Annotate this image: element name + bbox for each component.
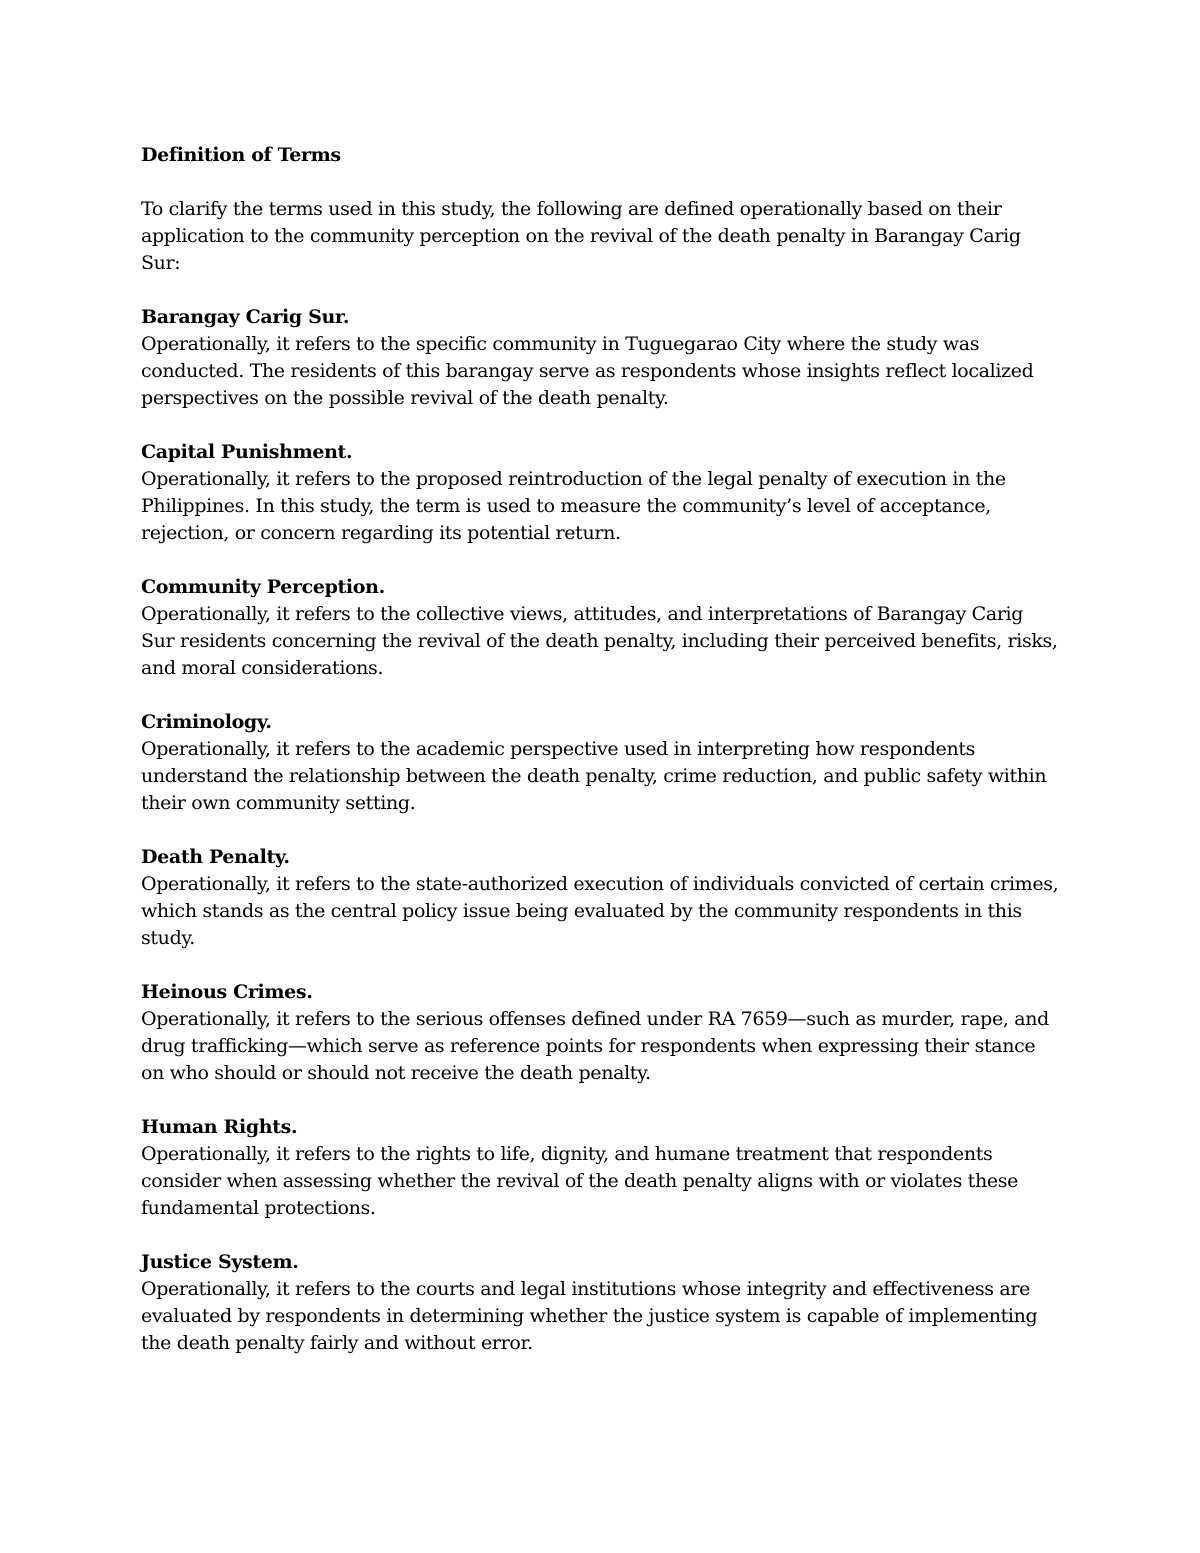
term-title: Capital Punishment. — [141, 441, 353, 463]
term-definition: Operationally, it refers to the state-authorized execution of individuals convicted of certain crimes, which stands as the central policy issue being evaluated by the community respondents in this study. — [141, 873, 1059, 949]
term-definition: Operationally, it refers to the rights to life, dignity, and humane treatment that respondents consider when assessing whether the revival of the death penalty aligns with or violates these fundamental protections. — [141, 1143, 1019, 1219]
intro-paragraph: To clarify the terms used in this study, the following are defined operationally based on their application to the community perception on the revival of the death penalty in Barangay Carig Sur: — [141, 198, 1021, 274]
term-definition: Operationally, it refers to the proposed reintroduction of the legal penalty of execution in the Philippines. In this study, the term is used to measure the community’s level of acceptance, rejection, or concern regarding its potential return. — [141, 468, 1006, 544]
term-entry — [141, 1114, 1061, 1222]
term-definition: Operationally, it refers to the courts and legal institutions whose integrity and effectiveness are evaluated by respondents in determining whether the justice system is capable of implementing the death penalty fairly and without error. — [141, 1278, 1038, 1354]
document-body — [141, 142, 1061, 1384]
page-title: Definition of Terms — [141, 144, 341, 166]
term-definition: Operationally, it refers to the serious offenses defined under RA 7659—such as murder, rape, and drug trafficking—which serve as reference points for respondents when expressing their stance on who should or should not receive the death penalty. — [141, 1008, 1049, 1084]
term-entry — [141, 709, 1061, 817]
term-entry — [141, 574, 1061, 682]
term-entry — [141, 844, 1061, 952]
term-title: Community Perception. — [141, 576, 385, 598]
term-title: Criminology. — [141, 711, 272, 733]
term-entry — [141, 304, 1061, 412]
term-definition: Operationally, it refers to the collective views, attitudes, and interpretations of Barangay Carig Sur residents concerning the revival of the death penalty, including their perceived benefits, risks, and moral considerations. — [141, 603, 1058, 679]
term-title: Barangay Carig Sur. — [141, 306, 350, 328]
term-title: Heinous Crimes. — [141, 981, 313, 1003]
term-definition: Operationally, it refers to the specific community in Tuguegarao City where the study was conducted. The residents of this barangay serve as respondents whose insights reflect localized perspectives on the possible revival of the death penalty. — [141, 333, 1034, 409]
term-title: Human Rights. — [141, 1116, 298, 1138]
term-entry — [141, 439, 1061, 547]
term-title: Death Penalty. — [141, 846, 290, 868]
term-title: Justice System. — [141, 1251, 299, 1273]
term-definition: Operationally, it refers to the academic perspective used in interpreting how respondents understand the relationship between the death penalty, crime reduction, and public safety within their own community setting. — [141, 738, 1047, 814]
term-entry — [141, 1249, 1061, 1357]
term-entry — [141, 979, 1061, 1087]
